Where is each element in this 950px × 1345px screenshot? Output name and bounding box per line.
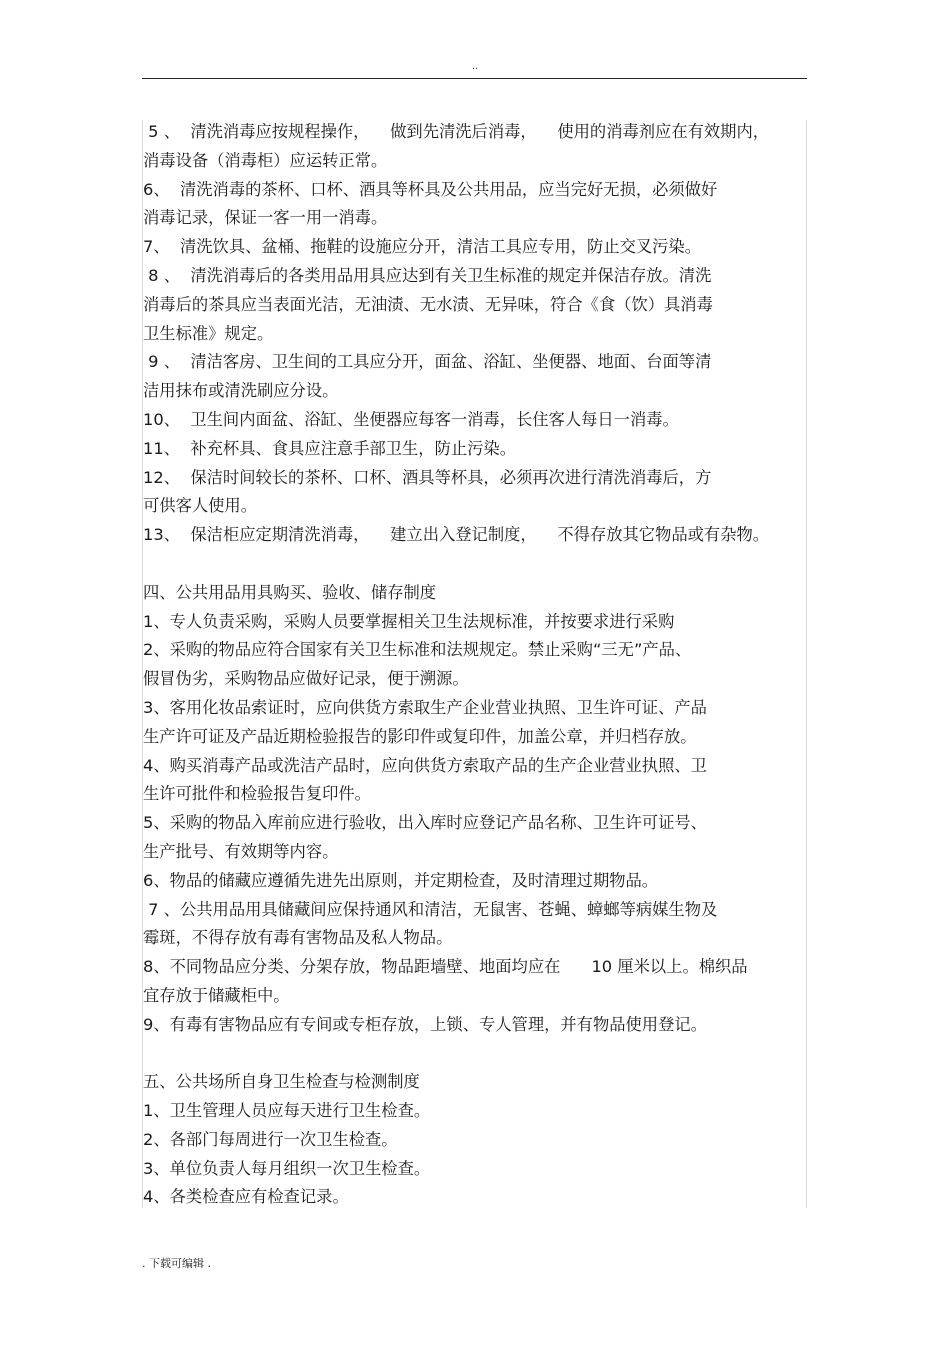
- text-line: 1、卫生管理人员应每天进行卫生检查。: [143, 1101, 431, 1121]
- text-line: 消毒后的茶具应当表面光洁，无油渍、无水渍、无异味，符合《食（饮）具消毒: [143, 294, 713, 314]
- text-line: 可供客人使用。: [143, 496, 257, 516]
- text-line: 消毒设备（消毒柜）应运转正常。: [143, 150, 388, 170]
- text-line: 6、 清洗消毒的茶杯、口杯、酒具等杯具及公共用品，应当完好无损，必须做好: [143, 179, 718, 199]
- text-line: 生产许可证及产品近期检验报告的影印件或复印件，加盖公章，并归档存放。: [143, 726, 697, 746]
- text-line: 卫生标准》规定。: [143, 323, 274, 343]
- text-line: 洁用抹布或清洗刷应分设。: [143, 381, 339, 401]
- text-line: 10、 卫生间内面盆、浴缸、坐便器应每客一消毒，长住客人每日一消毒。: [143, 409, 679, 429]
- text-line: 生许可批件和检验报告复印件。: [143, 784, 371, 804]
- text-line: 3、客用化妆品索证时，应向供货方索取生产企业营业执照、卫生许可证、产品: [143, 697, 707, 717]
- footer-note: . 下载可编辑 .: [142, 1257, 211, 1270]
- header-mark: ..: [471, 61, 479, 72]
- text-line: 2、采购的物品应符合国家有关卫生标准和法规规定。禁止采购“三无”产品、: [143, 640, 692, 660]
- text-line: 6、物品的储藏应遵循先进先出原则，并定期检查，及时清理过期物品。: [143, 870, 659, 890]
- text-line: 3、单位负责人每月组织一次卫生检查。: [143, 1158, 431, 1178]
- text-line: 1、专人负责采购，采购人员要掌握相关卫生法规标准，并按要求进行采购: [143, 611, 675, 631]
- text-line: 13、 保洁柜应定期清洗消毒， 建立出入登记制度， 不得存放其它物品或有杂物。: [143, 525, 770, 545]
- text-line: 11、 补充杯具、食具应注意手部卫生，防止污染。: [143, 438, 516, 458]
- text-line: 宜存放于储藏柜中。: [143, 985, 290, 1005]
- text-line: 12、 保洁时间较长的茶杯、口杯、酒具等杯具，必须再次进行清洗消毒后，方: [143, 467, 712, 487]
- document-body: [143, 118, 805, 1212]
- text-line: 生产批号、有效期等内容。: [143, 841, 339, 861]
- text-line: 假冒伪劣，采购物品应做好记录，便于溯源。: [143, 669, 469, 689]
- header-rule: [142, 78, 807, 79]
- text-line: 9、有毒有害物品应有专间或专柜存放，上锁、专人管理，并有物品使用登记。: [143, 1014, 707, 1034]
- text-line: 7、 清洗饮具、盆桶、拖鞋的设施应分开，清洁工具应专用，防止交叉污染。: [143, 237, 701, 257]
- frame-right-border: [806, 120, 807, 1208]
- text-line: 消毒记录，保证一客一用一消毒。: [143, 208, 388, 228]
- text-line: 4、购买消毒产品或洗洁产品时，应向供货方索取产品的生产企业营业执照、卫: [143, 755, 707, 775]
- blank-line: [143, 550, 805, 579]
- text-line: 7 、公共用品用具储藏间应保持通风和清洁，无鼠害、苍蝇、蟑螂等病媒生物及: [143, 899, 718, 919]
- text-line: 5 、 清洗消毒应按规程操作， 做到先清洗后消毒， 使用的消毒剂应在有效期内，: [143, 122, 770, 141]
- text-line: 四、公共用品用具购买、验收、储存制度: [143, 582, 437, 602]
- text-line: 2、各部门每周进行一次卫生检查。: [143, 1129, 398, 1149]
- text-line: 8 、 清洗消毒后的各类用品用具应达到有关卫生标准的规定并保洁存放。清洗: [143, 265, 712, 285]
- text-line: 霉斑，不得存放有毒有害物品及私人物品。: [143, 928, 453, 948]
- text-line: 8、不同物品应分类、分架存放，物品距墙壁、地面均应在 10 厘米以上。棉织品: [143, 957, 748, 977]
- text-line: 4、各类检查应有检查记录。: [143, 1187, 349, 1207]
- text-line: 五、公共场所自身卫生检查与检测制度: [143, 1072, 420, 1092]
- text-line: 9 、 清洁客房、卫生间的工具应分开，面盆、浴缸、坐便器、地面、台面等清: [143, 352, 712, 372]
- text-line: 5、采购的物品入库前应进行验收，出入库时应登记产品名称、卫生许可证号、: [143, 813, 707, 833]
- blank-line: [143, 1040, 805, 1069]
